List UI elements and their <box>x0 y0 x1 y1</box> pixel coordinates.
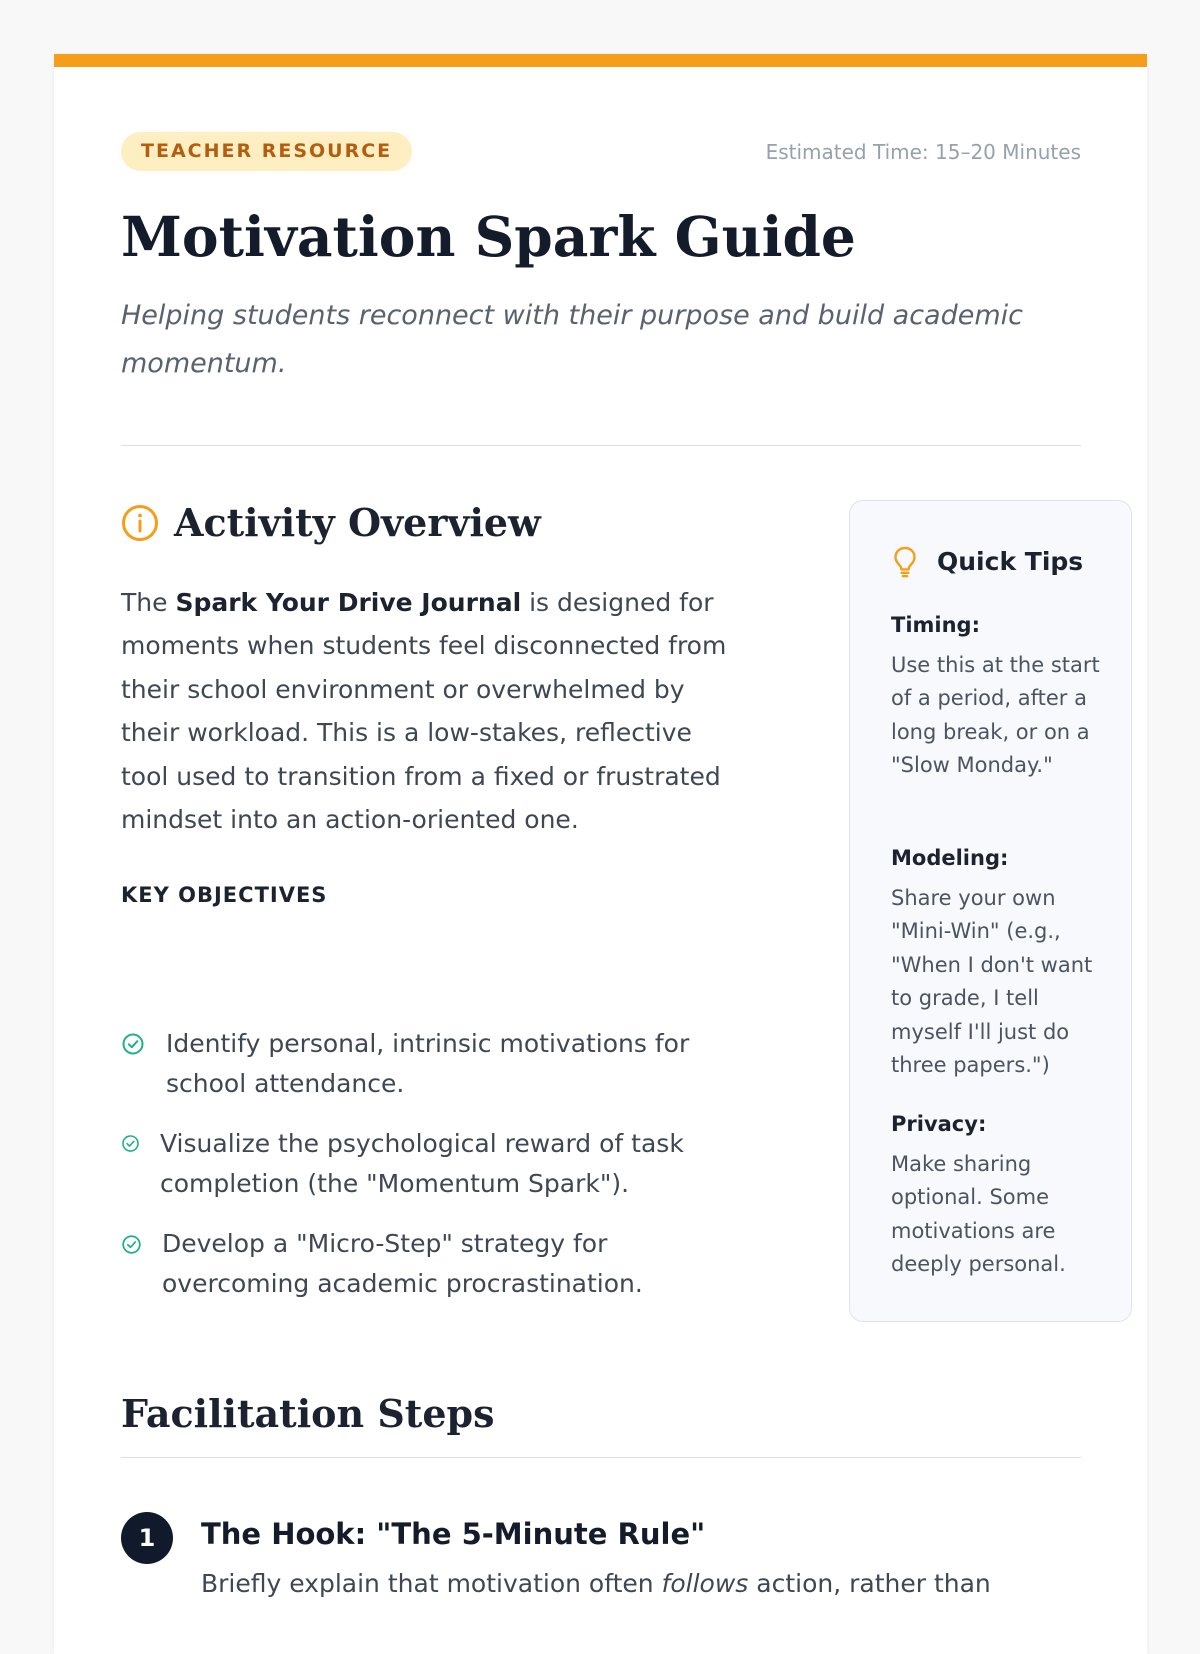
header-meta <box>121 132 1081 172</box>
tip-privacy <box>891 1110 1111 1282</box>
info-icon <box>121 504 159 542</box>
tip-body: Share your own "Mini-Win" (e.g., "When I don't want to grade, I tell myself I'll just do three papers.") <box>891 886 1093 1078</box>
estimated-time: Estimated Time: 15–20 Minutes <box>765 140 1081 164</box>
facilitation-title: Facilitation Steps <box>121 1391 495 1436</box>
quick-tips-title: Quick Tips <box>937 547 1084 576</box>
check-circle-icon <box>121 1234 142 1255</box>
step-number-badge: 1 <box>121 1512 173 1564</box>
tip-label: Privacy: <box>891 1112 987 1136</box>
tip-label: Timing: <box>891 613 980 637</box>
journal-name: Spark Your Drive Journal <box>175 588 522 617</box>
header-divider <box>121 445 1081 446</box>
tip-body: Make sharing optional. Some motivations are deeply personal. <box>891 1152 1066 1277</box>
resource-badge: TEACHER RESOURCE <box>121 132 412 171</box>
objective-text: Develop a "Micro-Step" strategy for overcoming academic procrastination. <box>162 1229 643 1298</box>
overview-heading <box>121 499 741 547</box>
overview-title: Activity Overview <box>174 500 541 545</box>
tip-modeling <box>891 844 1111 1082</box>
step-desc-emphasis: follows <box>661 1569 749 1598</box>
check-circle-icon <box>121 1032 145 1056</box>
intro-suffix: is designed for moments when students feel disconnected from their school environment or overwhelmed by their workload. This is a low-stakes, reflective tool used to transition from a fixed or frustrated mindset into an action-oriented one. <box>121 588 727 835</box>
objective-text: Identify personal, intrinsic motivations for school attendance. <box>166 1029 690 1098</box>
objectives-heading: KEY OBJECTIVES <box>121 883 328 907</box>
step-desc-suffix: action, rather than <box>748 1569 991 1598</box>
step-description <box>201 1564 1081 1604</box>
quick-tips-heading <box>891 545 1111 579</box>
guide-card <box>54 54 1147 1654</box>
step-desc-prefix: Briefly explain that motivation often <box>201 1569 662 1598</box>
check-circle-icon <box>121 1134 140 1153</box>
tip-body: Use this at the start of a period, after a long break, or on a "Slow Monday." <box>891 653 1100 778</box>
quick-tips-panel <box>849 500 1132 1322</box>
overview-intro <box>121 581 741 841</box>
intro-prefix: The <box>121 588 176 617</box>
tip-label: Modeling: <box>891 846 1009 870</box>
lightbulb-icon <box>891 545 919 579</box>
page-title: Motivation Spark Guide <box>121 204 856 269</box>
step-title: The Hook: "The 5-Minute Rule" <box>201 1517 706 1551</box>
facilitation-divider <box>121 1457 1081 1458</box>
page-subtitle: Helping students reconnect with their purpose and build academic momentum. <box>121 300 1023 379</box>
tip-timing <box>891 611 1111 783</box>
objective-text: Visualize the psychological reward of task completion (the "Momentum Spark"). <box>160 1129 684 1198</box>
